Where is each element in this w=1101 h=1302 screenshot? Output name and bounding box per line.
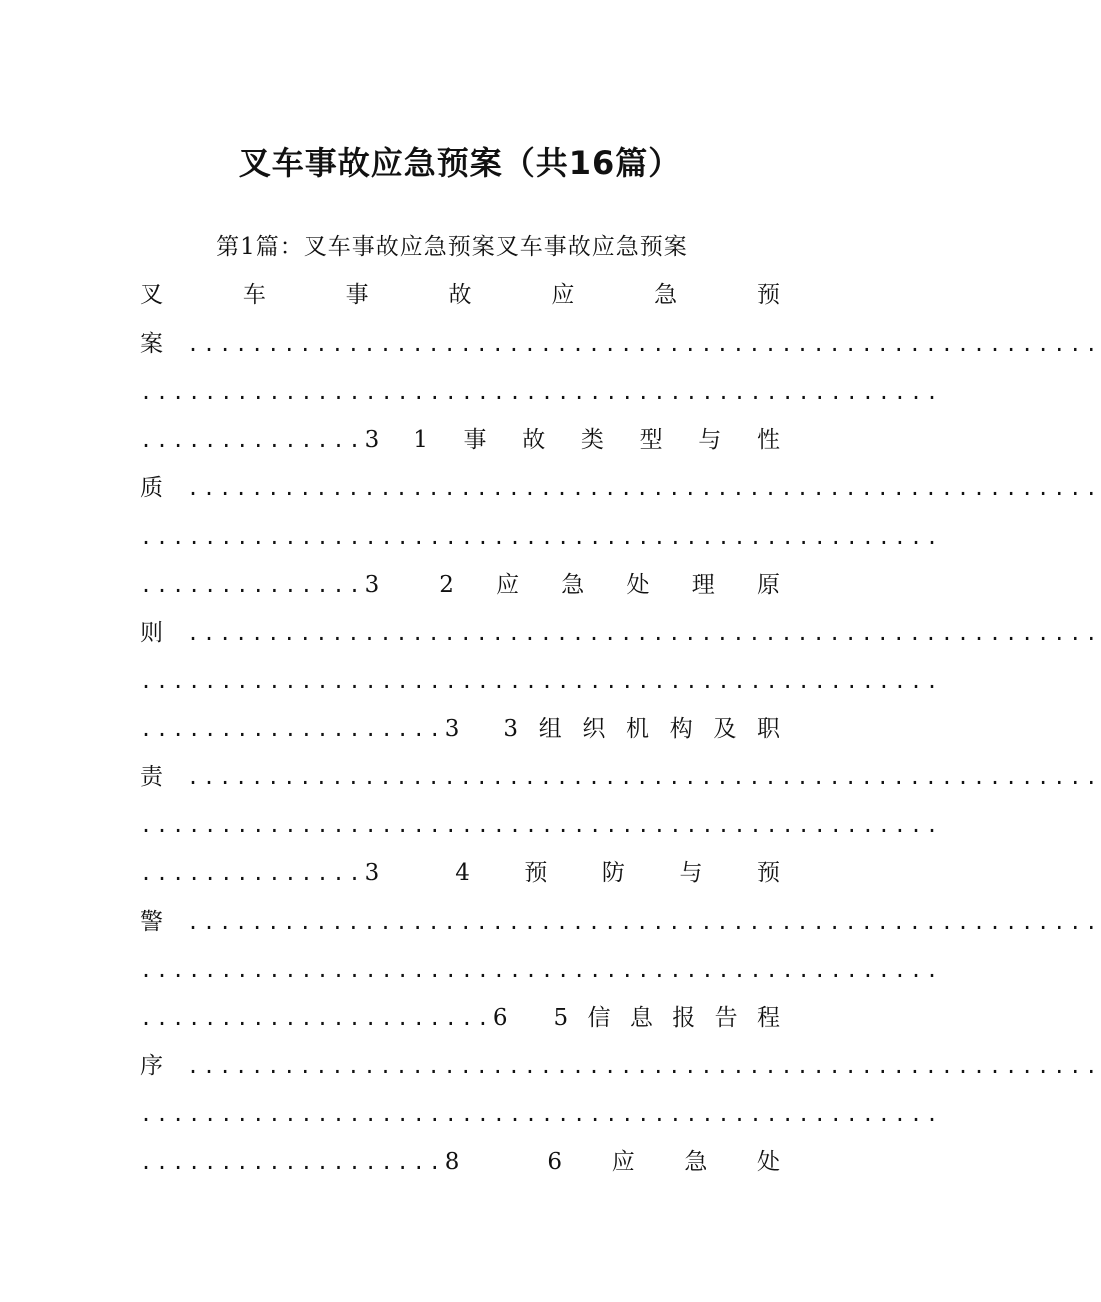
toc-char: 警 — [140, 909, 163, 935]
toc-char: 程 — [756, 1005, 780, 1031]
toc-char: 急 — [561, 572, 585, 598]
toc-line-leader — [140, 760, 1101, 794]
toc-char: 质 — [140, 475, 163, 501]
toc-char: 事 — [345, 282, 369, 308]
toc-char: 构 — [669, 716, 693, 742]
toc-char: 处 — [626, 572, 650, 598]
dot-leader: ......................................................... — [187, 476, 1101, 500]
section-number: 6 — [547, 1149, 563, 1175]
toc-char: 责 — [140, 764, 163, 790]
toc-char: 急 — [654, 282, 678, 308]
toc-char: 则 — [140, 620, 163, 646]
toc-char: 报 — [672, 1005, 696, 1031]
toc-char: 性 — [756, 427, 780, 453]
toc-char: 事 — [463, 427, 487, 453]
dot-leader: ................... — [140, 1150, 445, 1174]
dot-leader: ......................................................... — [187, 910, 1101, 934]
dot-leader: ......................................................... — [187, 621, 1101, 645]
dot-leader: .................................................. — [140, 813, 943, 837]
toc-char: 与 — [698, 427, 722, 453]
toc-char: 机 — [626, 716, 650, 742]
toc-line-dots — [140, 808, 943, 842]
dot-leader: .................................................. — [140, 1102, 943, 1126]
toc-entry-2[interactable] — [140, 568, 790, 602]
section-number: 1 — [413, 427, 428, 453]
toc-char: 应 — [551, 282, 575, 308]
page-number: 6 — [492, 1005, 508, 1031]
dot-leader: .................................................. — [140, 958, 943, 982]
toc-line-leader — [140, 905, 1101, 939]
document-subtitle: 第1篇：叉车事故应急预案叉车事故应急预案 — [216, 234, 688, 260]
toc-line-dots — [140, 520, 943, 554]
dot-leader: ......................................................... — [187, 1054, 1101, 1078]
toc-char: 组 — [538, 716, 562, 742]
page-number: 3 — [444, 716, 460, 742]
toc-char: 故 — [448, 282, 472, 308]
dot-leader: ......................................................... — [187, 332, 1101, 356]
dot-leader: ...................... — [140, 1006, 493, 1030]
toc-line-leader — [140, 471, 1101, 505]
page-number: 3 — [364, 572, 380, 598]
dot-leader: .................................................. — [140, 669, 943, 693]
toc-line-leader — [140, 1049, 1101, 1083]
toc-char: 故 — [522, 427, 546, 453]
dot-leader: ................... — [140, 717, 445, 741]
document-title: 叉车事故应急预案（共16篇） — [238, 144, 682, 182]
toc-line-leader — [140, 616, 1101, 650]
toc-line-heading — [140, 278, 790, 312]
toc-entry-1[interactable] — [140, 423, 790, 457]
toc-char: 急 — [684, 1149, 708, 1175]
toc-line-dots — [140, 375, 943, 409]
dot-leader: ......................................................... — [187, 765, 1101, 789]
toc-entry-4[interactable] — [140, 856, 790, 890]
toc-line-dots — [140, 1097, 943, 1131]
section-number: 5 — [553, 1005, 569, 1031]
toc-line-dots — [140, 664, 943, 698]
toc-char: 应 — [611, 1149, 635, 1175]
toc-char: 车 — [242, 282, 266, 308]
toc-char: 信 — [587, 1005, 611, 1031]
section-number: 4 — [455, 860, 470, 886]
toc-char: 叉 — [140, 282, 163, 308]
toc-char: 理 — [691, 572, 715, 598]
toc-entry-6[interactable] — [140, 1145, 790, 1179]
toc-char: 类 — [580, 427, 604, 453]
toc-char: 与 — [679, 860, 703, 886]
toc-char: 原 — [756, 572, 780, 598]
dot-leader: .................................................. — [140, 380, 943, 404]
section-number: 2 — [439, 572, 454, 598]
page-number: 3 — [364, 427, 380, 453]
toc-char: 序 — [140, 1053, 163, 1079]
toc-char: 告 — [714, 1005, 738, 1031]
toc-char: 处 — [756, 1149, 780, 1175]
toc-entry-3[interactable] — [140, 712, 790, 746]
dot-leader: .............. — [140, 428, 365, 452]
page-number: 3 — [364, 860, 380, 886]
toc-char: 预 — [756, 282, 780, 308]
page-number: 8 — [444, 1149, 460, 1175]
toc-line-leader — [140, 327, 1101, 361]
toc-char: 息 — [629, 1005, 653, 1031]
toc-char: 案 — [140, 331, 163, 357]
dot-leader: .............. — [140, 861, 365, 885]
toc-char: 及 — [713, 716, 737, 742]
toc-char: 型 — [639, 427, 663, 453]
toc-char: 职 — [757, 716, 780, 742]
toc-line-dots — [140, 953, 943, 987]
toc-char: 预 — [756, 860, 780, 886]
dot-leader: .............. — [140, 573, 365, 597]
toc-char: 应 — [496, 572, 520, 598]
toc-char: 防 — [601, 860, 625, 886]
dot-leader: .................................................. — [140, 525, 943, 549]
toc-char: 织 — [582, 716, 606, 742]
toc-entry-5[interactable] — [140, 1001, 790, 1035]
toc-char: 预 — [524, 860, 548, 886]
section-number: 3 — [503, 716, 519, 742]
